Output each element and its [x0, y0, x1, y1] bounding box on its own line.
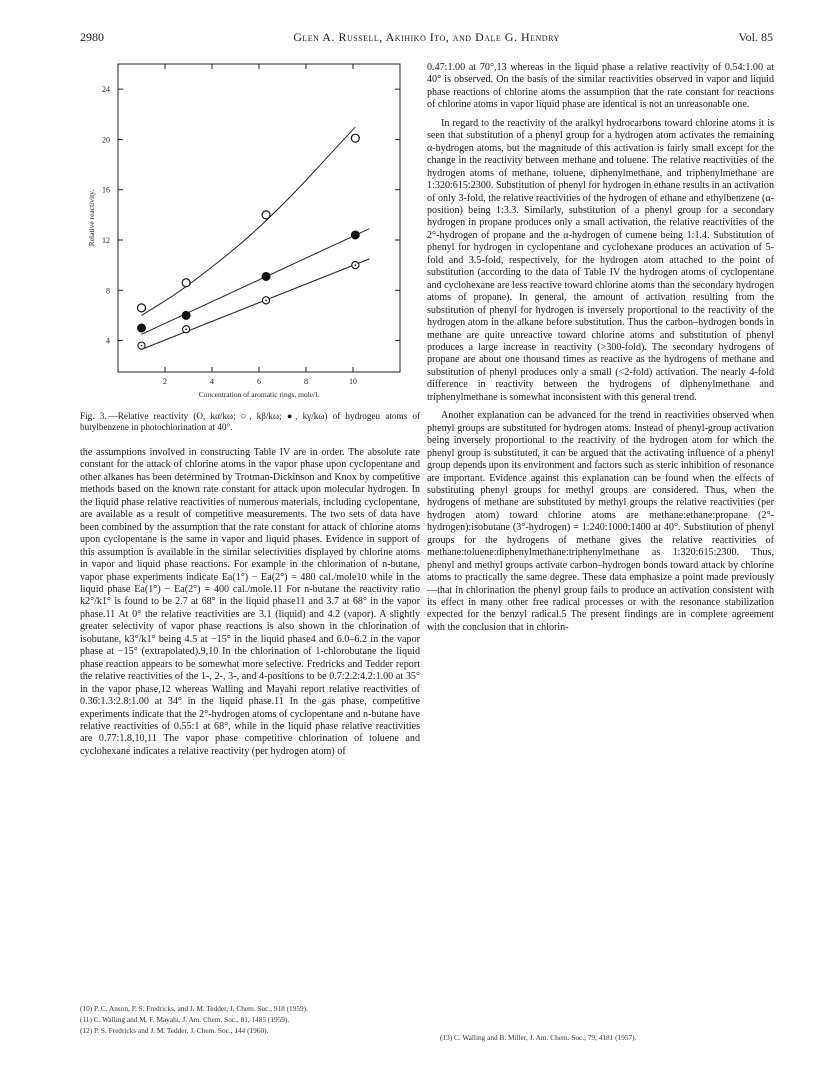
y-tick-label: 12 — [102, 236, 110, 245]
x-tick-label: 6 — [257, 377, 261, 386]
y-tick-label: 4 — [106, 336, 110, 346]
right-paragraph-1: 0.47:1.00 at 70°,13 whereas in the liquid phase a relative reactivity of 0.54:1.00 at 40° is observed. On the basis of the similar reactivities observed in vapor and liquid phase reactions of chlorine atoms the assumption that the rate constant for reactions of chlorine atoms in vapor liquid phase are identical is not an unreasonable one. — [427, 62, 774, 111]
figure-caption — [80, 411, 420, 433]
series-3-point-center — [185, 328, 187, 330]
right-paragraph-2: In regard to the reactivity of the aralkyl hydrocarbons toward chlorine atoms it is seen that substitution of a phenyl group for a hydrogen atom activates the remaining α-hydrogen atoms, but the magnitude of this activation is fairly small except for the change in the reactivity between methane and toluene. The relative reactivities of the hydrogen atoms of methane, toluene, diphenylmethane, and triphenylmethane are 1:320:615:2300. Substitution of phenyl for hydrogen in ethane results in an activation of only 3-fold, the relative reactivities of the hydrogen of ethane and ethylbenzene (α-position) being 1:3.3. Similarly, substitution of a phenyl group for a secondary hydrogen in propane produces only a small activation, the relative reactivities of the 2°-hydrogen of propane and the α-hydrogen of cumene being 1:1.4. Substitution of phenyl for hydrogen in cyclopentane and cyclohexane produces an activation of 5-fold and 3.5-fold, respectively, for the hydrogen atom attached to the point of substitution (according to the data of Table IV the hydrogen atoms of cyclopentane and cyclohexane are less reactive toward chlorine atoms than the secondary hydrogen atoms of propane). In general, the amount of activation resulting from the substitution of phenyl for hydrogen is inversely proportional to the reactivity of the hydrogen atom in the alkane before substitution. Thus the carbon–hydrogen bonds in methane are quite unreactive toward chlorine atoms and substitution of phenyl produces a large increase in reactivity (>300-fold). The secondary hydrogens of propane are about one thousand times as reactive as the hydrogens of methane and substitution of phenyl produces only a small (<2-fold) activation. The nearly 4-fold difference in reactivity between the hydrogens of diphenylmethane and triphenylmethane is somewhat inconsistent with this general trend. — [427, 117, 774, 403]
y-tick-label: 16 — [102, 185, 110, 195]
footnotes-right — [440, 1032, 770, 1043]
footnote-10: (10) P. C. Anson, P. S. Fredricks, and J. M. Tedder, J. Chem. Soc., 918 (1959). — [80, 1004, 308, 1013]
footnote-13: (13) C. Walling and B. Miller, J. Am. Chem. Soc., 79, 4181 (1957). — [440, 1033, 637, 1042]
series-1-point — [138, 304, 146, 312]
volume-number: Vol. 85 — [738, 30, 773, 44]
series-1-point — [351, 134, 359, 142]
series-3-point-center — [354, 264, 356, 266]
running-header — [80, 30, 773, 50]
right-paragraph-3: Another explanation can be advanced for the trend in reactivities observed when phenyl groups are substituted for hydrogen atoms. Instead of phenyl-group activation being inversely proportional to the reactivity of the hydrogen atom for which the phenyl group is substituted, it can be argued that the activating influence of a phenyl group depends upon its environment and factors such as steric inhibition of resonance are important. Evidence against this explanation can be found when the effects of substituting phenyl groups for methyl groups are considered. Thus, when the hydrogens of methane are substituted by methyl groups the relative reactivities (per hydrogen atom) toward chlorine atoms are methane:ethane:propane (2°-hydrogen):isobutane (3°-hydrogen) = 1:240:1000:1400 at 40°. Substitution of phenyl groups for the hydrogens of methane gives the relative reactivities of methane:toluene:diphenylmethane:triphenylmethane as 1:320:615:2300. Thus, phenyl and methyl groups activate carbon–hydrogen bonds toward attack by chlorine atoms to practically the same degree. These data emphasize a point made previously—that in chlorination the phenyl group fails to produce an activation consistent with its effect in many other free radical processes or with the resonance stabilization expected for the benzyl radical.5 The present findings are in complete agreement with the conclusion that in chlorin- — [427, 410, 774, 633]
x-axis-label: Concentration of aromatic rings, mole/l. — [198, 390, 320, 399]
x-tick-label: 4 — [210, 377, 214, 386]
series-3-point-center — [265, 299, 267, 301]
series-2-point — [262, 272, 270, 280]
series-2-point — [351, 231, 359, 239]
figure-caption-label: Fig. 3. — [80, 411, 107, 421]
figure-caption-text: —Relative reactivity (O, kα/kω; ○, kβ/kω; ●, kγ/kω) of hydrogen atoms of butylbenzene in photochlorination at 40°. — [80, 411, 421, 432]
y-axis-label: Relative reactivity. — [87, 189, 96, 247]
footnotes-left — [80, 1003, 410, 1037]
right-column — [427, 62, 774, 634]
reactivity-chart — [80, 62, 420, 407]
y-tick-label: 8 — [106, 286, 110, 296]
series-2-point — [182, 311, 190, 319]
y-tick-label: 24 — [102, 85, 110, 95]
y-tick-label: 20 — [102, 135, 110, 145]
page-number: 2980 — [80, 30, 104, 44]
figure-3 — [80, 62, 420, 407]
series-1-point — [182, 279, 190, 287]
series-3-point-center — [141, 345, 143, 347]
x-tick-label: 10 — [349, 377, 357, 386]
x-tick-label: 2 — [163, 377, 167, 386]
footnote-11: (11) C. Walling and M. F. Mayahi, J. Am. Chem. Soc., 81, 1485 (1959). — [80, 1015, 290, 1025]
running-authors: Glen A. Russell, Akihiko Ito, and Dale G. Hendry — [293, 30, 560, 44]
series-2-fit-line — [142, 229, 370, 335]
series-3-fit-line — [142, 259, 370, 350]
series-2-point — [138, 324, 146, 332]
series-1-point — [262, 211, 270, 219]
left-paragraph-1: the assumptions involved in constructing Table IV are in order. The absolute rate constant for the attack of chlorine atoms in the vapor phase upon cyclopentane and other alkanes has been determined by Trotman-Dickinson and Knox by competitive methods based on the known rate constant for attack upon molecular hydrogen. In the liquid phase relative reactivities of numerous materials, including cyclopentane, are available as a result of competitive measurements. The two sets of data have been combined by the assumption that the rate constant for attack of chlorine atoms upon cyclopentane is the same in vapor and liquid phases. Evidence in support of this assumption is available in the similar selectivities displayed by chlorine atoms in vapor and liquid phase reactions. For example in the chlorination of n-butane, vapor phase experiments indicate Ea(1°) − Ea(2°) = 480 cal./mole10 while in the liquid phase Ea(1°) − Ea(2°) = 400 cal./mole.11 For n-butane the reactivity ratio k2°/k1° is found to be 2.7 at 68° in the liquid phase11 and 3.7 at 68° in the vapor phase.11 At 0° the relative reactivities are 3.1 (liquid) and 4.2 (vapor). A slightly greater selectivity of vapor phase reactions is also shown in the chlorination of isobutane, k3°/k1° being 4.5 at −15° in the liquid phase4 and 6.0–6.2 in the vapor phase at −15° (extrapolated).9,10 In the chlorination of 1-chlorobutane the liquid phase reaction appears to be somewhat more selective. Fredricks and Tedder report the relative reactivities of the 1-, 2-, 3-, and 4-positions to be 0.7:2.2:4.2:1.00 at 35° in the vapor phase,12 whereas Walling and Mayahi report relative reactivities of 0.36:1.3:2.8:1.00 at 34° in the liquid phase.11 In the gas phase, competitive experiments indicate that the 2°-hydrogen atoms of cyclopentane and n-butane have relative reactivities of 0.55:1 at 68°, while in the liquid phase relative reactivities are 0.77:1.8,10,11 The vapor phase competitive chlorination of toluene and cyclohexane indicates a relative reactivity (per hydrogen atom) of — [80, 447, 420, 757]
x-tick-label: 8 — [304, 377, 308, 386]
footnote-12: (12) P. S. Fredricks and J. M. Tedder, J. Chem. Soc., 144 (1960). — [80, 1026, 269, 1036]
left-column — [80, 62, 420, 758]
series-1-fit-line — [142, 127, 356, 316]
